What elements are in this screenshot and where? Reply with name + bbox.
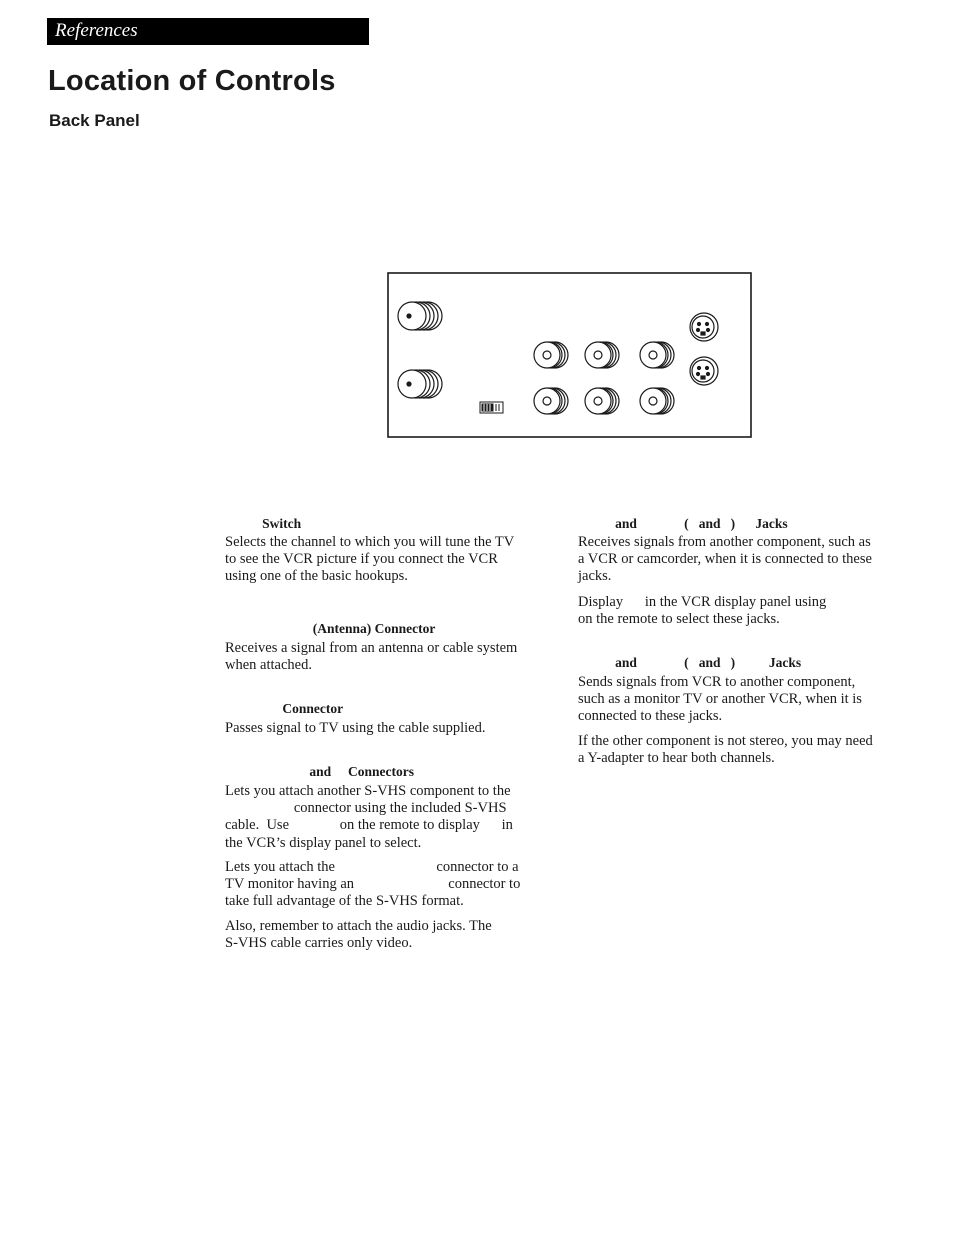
antenna-connector-description: Receives a signal from an antenna or cable system when attached. [225, 640, 518, 674]
input-jacks-description-2: Display in the VCR display panel using on the remote to select these jacks. [578, 594, 827, 628]
section-header-bar [47, 18, 369, 45]
page-title: Location of Controls [48, 65, 336, 97]
svideo-connector-top [690, 313, 718, 341]
rca-jack [640, 342, 674, 368]
svhs-description-3: Also, remember to attach the audio jacks. The S-VHS cable carries only video. [225, 918, 492, 952]
rf-connector-bottom [398, 370, 442, 398]
section-label: References [55, 20, 138, 41]
rca-jack [585, 388, 619, 414]
svhs-description-1: Lets you attach another S-VHS component to the connector using the included S-VHS cable. Use on the remote to display in the VCR’s display panel to select. [225, 783, 513, 851]
back-panel-diagram [387, 272, 753, 439]
panel-outline [388, 273, 751, 437]
channel-switch [480, 402, 503, 413]
switch-heading: Switch [225, 516, 302, 531]
antenna-connector-heading: (Antenna) Connector [225, 621, 436, 636]
rca-jack [534, 388, 568, 414]
svideo-connector-bottom [690, 357, 718, 385]
svhs-description-2: Lets you attach the connector to a TV monitor having an connector to take full advantage of the S-VHS format. [225, 859, 521, 910]
tv-connector-heading: Connector [225, 701, 344, 716]
input-jacks-description-1: Receives signals from another component, such as a VCR or camcorder, when it is connected to these jacks. [578, 534, 872, 585]
page-subtitle: Back Panel [49, 111, 140, 130]
output-jacks-description-2: If the other component is not stereo, you may need a Y-adapter to hear both channels. [578, 733, 873, 767]
rca-jack [585, 342, 619, 368]
output-jacks-description-1: Sends signals from VCR to another component, such as a monitor TV or another VCR, when it is connected to these jacks. [578, 674, 862, 725]
tv-connector-description: Passes signal to TV using the cable supplied. [225, 720, 486, 736]
svhs-connectors-heading: and Connectors [225, 764, 415, 779]
output-jacks-heading: and ( and ) Jacks [578, 655, 802, 670]
rca-jack [534, 342, 568, 368]
switch-description: Selects the channel to which you will tune the TV to see the VCR picture if you connect the VCR using one of the basic hookups. [225, 534, 515, 585]
rca-jack [640, 388, 674, 414]
input-jacks-heading: and ( and ) Jacks [578, 516, 788, 531]
rf-connector-top [398, 302, 442, 330]
